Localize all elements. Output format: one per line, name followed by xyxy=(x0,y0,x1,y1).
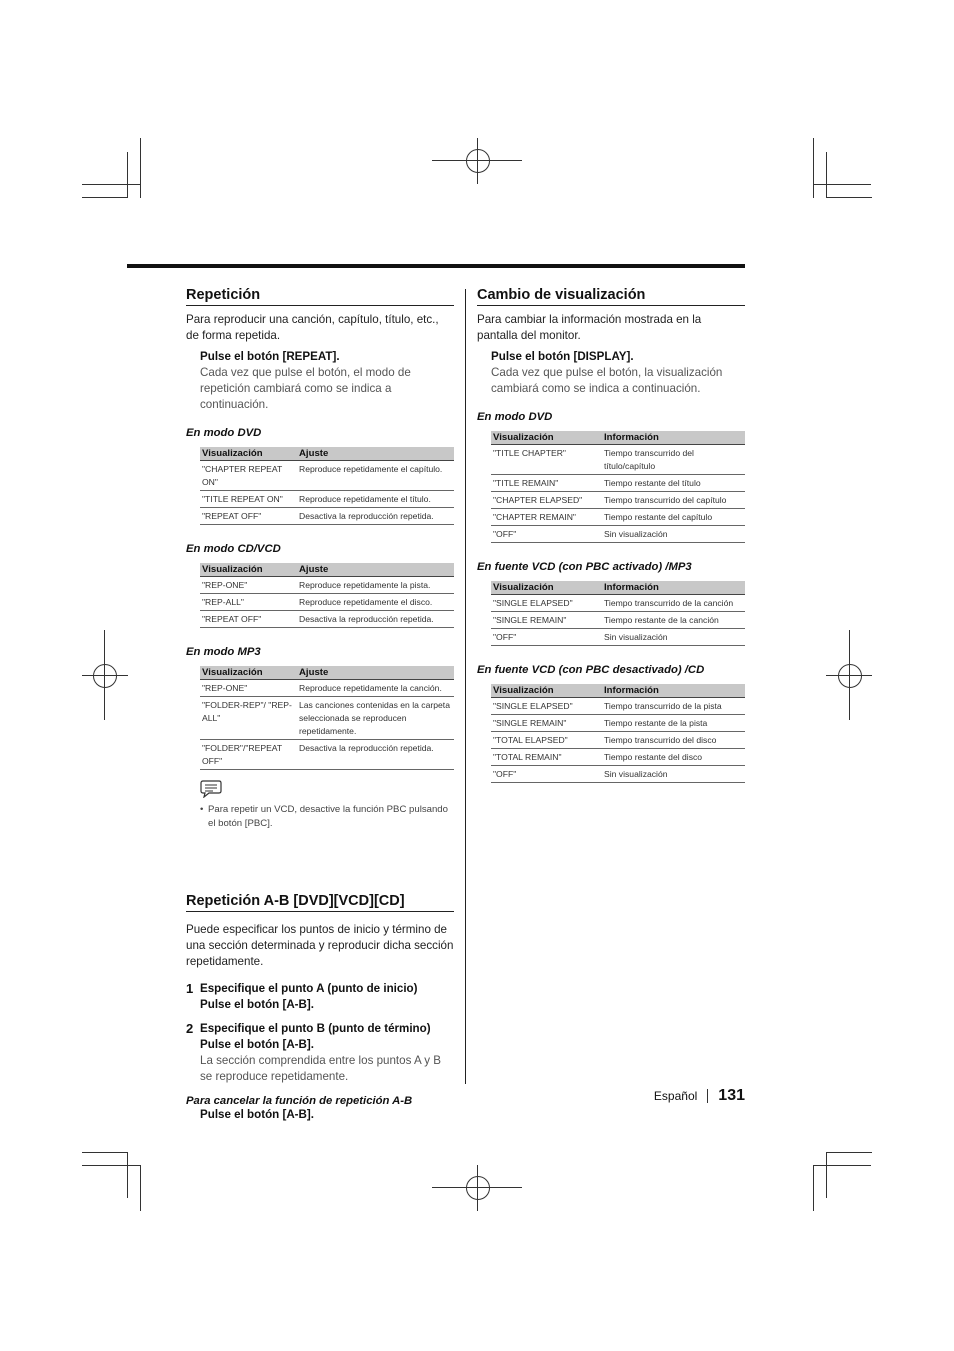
repeat-dvd-table xyxy=(200,447,454,525)
table-cell: "REPEAT OFF" xyxy=(200,508,297,525)
mode-dvd-label: En modo DVD xyxy=(477,411,553,423)
table-cell: "TOTAL ELAPSED" xyxy=(491,732,602,749)
column-header: Información xyxy=(602,581,745,595)
table-row xyxy=(491,612,745,629)
table-cell: "REPEAT OFF" xyxy=(200,611,297,628)
table-cell: Tiempo transcurrido del título/capítulo xyxy=(602,445,745,475)
step-title: Especifique el punto B (punto de término) xyxy=(200,1022,431,1035)
table-cell: "TITLE REMAIN" xyxy=(491,475,602,492)
table-row xyxy=(491,749,745,766)
column-header: Información xyxy=(602,431,745,445)
column-header: Ajuste xyxy=(297,447,454,461)
table-row xyxy=(200,740,454,770)
display-dvd-table xyxy=(491,431,745,543)
column-header: Visualización xyxy=(200,447,297,461)
table-cell: "TITLE CHAPTER" xyxy=(491,445,602,475)
display-press: Pulse el botón [DISPLAY]. xyxy=(491,350,634,363)
table-row xyxy=(491,629,745,646)
table-cell: "CHAPTER REMAIN" xyxy=(491,509,602,526)
page-footer xyxy=(654,1087,745,1105)
table-cell: "SINGLE REMAIN" xyxy=(491,715,602,732)
table-cell: Desactiva la reproducción repetida. xyxy=(297,611,454,628)
table-cell: Tiempo restante de la canción xyxy=(602,612,745,629)
table-cell: Desactiva la reproducción repetida. xyxy=(297,740,454,770)
table-row xyxy=(491,445,745,475)
table-cell: Reproduce repetidamente el capítulo. xyxy=(297,461,454,491)
step-number: 2 xyxy=(186,1021,194,1036)
section-title-ab: Repetición A-B [DVD][VCD][CD] xyxy=(186,893,454,912)
table-row xyxy=(200,697,454,740)
table-cell: "CHAPTER ELAPSED" xyxy=(491,492,602,509)
table-row xyxy=(491,766,745,783)
display-intro: Para cambiar la información mostrada en la pantalla del monitor. xyxy=(477,313,702,342)
display-vcd-pbc-on-table xyxy=(491,581,745,646)
column-divider xyxy=(465,289,466,1084)
table-cell: Tiempo restante de la pista xyxy=(602,715,745,732)
table-cell: "REP-ALL" xyxy=(200,594,297,611)
table-cell: Reproduce repetidamente el título. xyxy=(297,491,454,508)
repeat-desc: Cada vez que pulse el botón, el modo de repetición cambiará como se indica a continuación. xyxy=(200,366,411,411)
table-cell: Tiempo transcurrido de la canción xyxy=(602,595,745,612)
mode-dvd-label: En modo DVD xyxy=(186,427,262,439)
column-header: Información xyxy=(602,684,745,698)
mode-vcd-pbc-off-label: En fuente VCD (con PBC desactivado) /CD xyxy=(477,664,705,676)
column-header: Visualización xyxy=(491,684,602,698)
note-text: • Para repetir un VCD, desactive la función PBC pulsando el botón [PBC]. xyxy=(186,803,454,831)
column-header: Visualización xyxy=(200,563,297,577)
table-row xyxy=(200,594,454,611)
table-cell: "FOLDER"/"REPEAT OFF" xyxy=(200,740,297,770)
table-cell: "REP-ONE" xyxy=(200,680,297,697)
table-cell: Tiempo transcurrido del capítulo xyxy=(602,492,745,509)
table-cell: "OFF" xyxy=(491,629,602,646)
right-column xyxy=(477,287,745,783)
ab-intro: Puede especificar los puntos de inicio y término de una sección determinada y reproducir dicha sección repetidamente. xyxy=(186,923,454,968)
step-press: Pulse el botón [A-B]. xyxy=(200,1038,315,1051)
footer-language: Español xyxy=(653,1089,698,1103)
table-row xyxy=(200,680,454,697)
note-icon xyxy=(200,780,222,798)
table-row xyxy=(200,611,454,628)
step-1 xyxy=(186,981,454,1013)
table-cell: "SINGLE ELAPSED" xyxy=(491,698,602,715)
column-header: Visualización xyxy=(491,431,602,445)
header-rule xyxy=(127,264,745,268)
display-desc: Cada vez que pulse el botón, la visualización cambiará como se indica a continuación. xyxy=(491,366,723,395)
step-number: 1 xyxy=(186,981,194,996)
table-cell: "OFF" xyxy=(491,526,602,543)
step-2 xyxy=(186,1021,454,1085)
table-cell: Sin visualización xyxy=(602,629,745,646)
table-cell: Tiempo transcurrido de la pista xyxy=(602,698,745,715)
table-row xyxy=(491,698,745,715)
mode-vcd-pbc-on-label: En fuente VCD (con PBC activado) /MP3 xyxy=(477,561,692,573)
table-cell: Reproduce repetidamente el disco. xyxy=(297,594,454,611)
table-row xyxy=(491,492,745,509)
step-press: Pulse el botón [A-B]. xyxy=(200,998,315,1011)
table-row xyxy=(491,526,745,543)
column-header: Visualización xyxy=(200,666,297,680)
table-cell: "SINGLE ELAPSED" xyxy=(491,595,602,612)
table-cell: "FOLDER-REP"/ "REP-ALL" xyxy=(200,697,297,740)
repeat-cdvcd-table xyxy=(200,563,454,628)
table-cell: "TITLE REPEAT ON" xyxy=(200,491,297,508)
cancel-title: Para cancelar la función de repetición A-B xyxy=(186,1095,413,1107)
section-title-repeat: Repetición xyxy=(186,287,454,306)
step-desc: La sección comprendida entre los puntos A y B se reproduce repetidamente. xyxy=(200,1054,442,1083)
table-cell: "CHAPTER REPEAT ON" xyxy=(200,461,297,491)
repeat-mp3-table xyxy=(200,666,454,770)
table-cell: "REP-ONE" xyxy=(200,577,297,594)
table-cell: "OFF" xyxy=(491,766,602,783)
mode-cdvcd-label: En modo CD/VCD xyxy=(186,543,281,555)
table-row xyxy=(491,509,745,526)
table-row xyxy=(200,577,454,594)
table-cell: Tiempo restante del capítulo xyxy=(602,509,745,526)
repeat-intro: Para reproducir una canción, capítulo, título, etc., de forma repetida. xyxy=(186,313,439,342)
page-number: 131 xyxy=(718,1087,745,1104)
step-title: Especifique el punto A (punto de inicio) xyxy=(200,982,418,995)
table-row xyxy=(491,715,745,732)
table-cell: Tiempo restante del título xyxy=(602,475,745,492)
table-cell: Reproduce repetidamente la canción. xyxy=(297,680,454,697)
cancel-press: Pulse el botón [A-B]. xyxy=(200,1108,315,1121)
table-cell: Tiempo restante del disco xyxy=(602,749,745,766)
table-row xyxy=(200,491,454,508)
table-row xyxy=(200,508,454,525)
section-title-display: Cambio de visualización xyxy=(477,287,745,306)
left-column xyxy=(186,287,454,1123)
display-vcd-pbc-off-table xyxy=(491,684,745,783)
table-row xyxy=(491,475,745,492)
mode-mp3-label: En modo MP3 xyxy=(186,646,261,658)
column-header: Ajuste xyxy=(297,563,454,577)
table-row xyxy=(200,461,454,491)
table-cell: "SINGLE REMAIN" xyxy=(491,612,602,629)
table-cell: "TOTAL REMAIN" xyxy=(491,749,602,766)
table-cell: Tiempo transcurrido del disco xyxy=(602,732,745,749)
table-cell: Sin visualización xyxy=(602,526,745,543)
column-header: Ajuste xyxy=(297,666,454,680)
table-row xyxy=(491,732,745,749)
table-row xyxy=(491,595,745,612)
repeat-press: Pulse el botón [REPEAT]. xyxy=(200,350,340,363)
table-cell: Desactiva la reproducción repetida. xyxy=(297,508,454,525)
table-cell: Reproduce repetidamente la pista. xyxy=(297,577,454,594)
footer-separator xyxy=(707,1089,708,1103)
column-header: Visualización xyxy=(491,581,602,595)
table-cell: Las canciones contenidas en la carpeta seleccionada se reproducen repetidamente. xyxy=(297,697,454,740)
table-cell: Sin visualización xyxy=(602,766,745,783)
